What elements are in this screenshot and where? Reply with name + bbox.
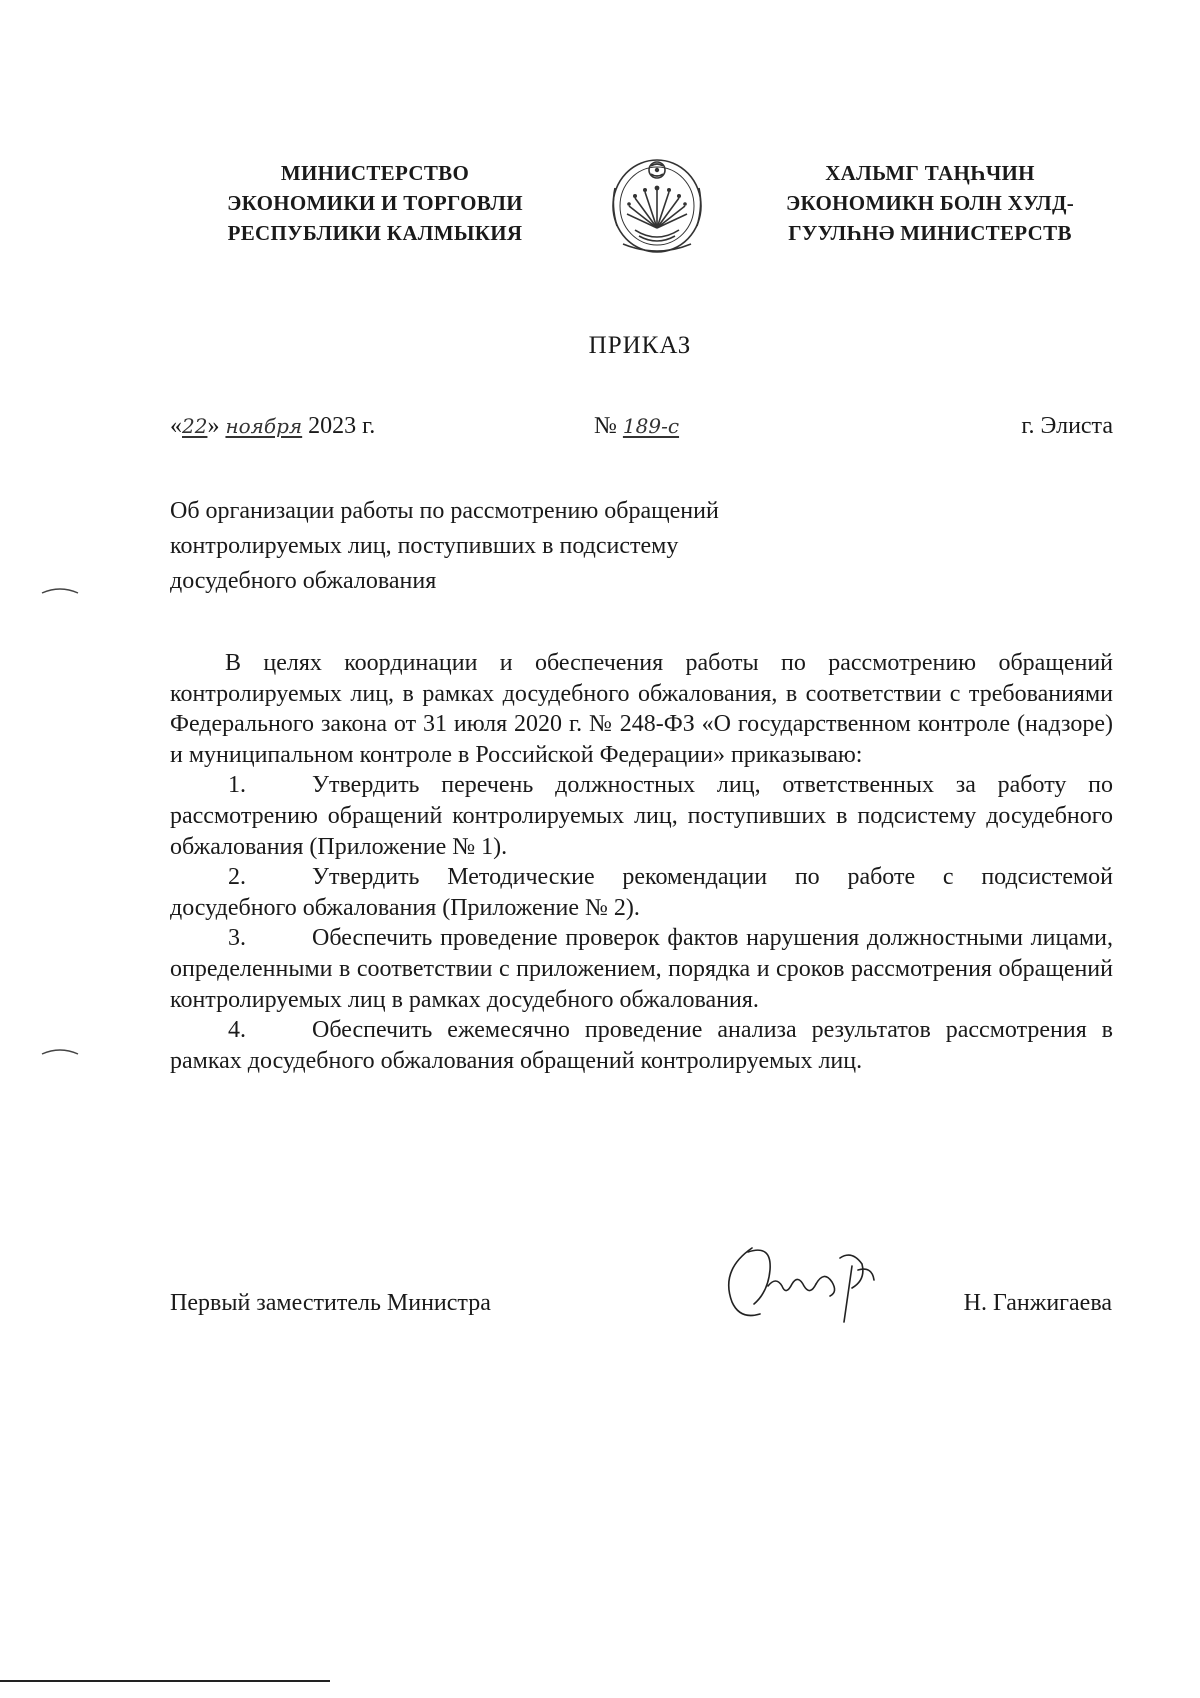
- order-item-text: Утвердить Методические рекомендации по работе с подсистемой досудебного обжалования (Приложение № 2).: [170, 864, 1113, 921]
- number-handwritten: 189-с: [622, 414, 680, 438]
- order-item-text: Обеспечить проведение проверок фактов нарушения должностными лицами, определенными в соответствии с приложением, порядка и сроков рассмотрения обращений контролируемых лиц в рамках досудебного обжалования.: [170, 925, 1113, 1013]
- signatory-role: Первый заместитель Министра: [170, 1290, 491, 1316]
- preamble-paragraph: В целях координации и обеспечения работы по рассмотрению обращений контролируемых лиц, в рамках досудебного обжалования, в соответствии с требованиями Федерального закона от 31 июля 2020 г. № 248-ФЗ «О государственном контроле (надзоре) и муниципальном контроле в Российской Федерации» приказываю:: [170, 650, 1113, 768]
- order-item-number: 3.: [228, 925, 246, 952]
- number-sign: №: [594, 413, 617, 439]
- signatory-name: Н. Ганжигаева: [963, 1290, 1112, 1316]
- margin-mark: [40, 1046, 80, 1056]
- document-number: [594, 413, 679, 440]
- kalmykia-emblem-icon: [593, 148, 721, 258]
- ministry-name-line: ЭКОНОМИКН БОЛН ХУЛД-: [785, 191, 1075, 215]
- date-quote-open: «: [170, 413, 182, 439]
- subject-line: контролируемых лиц, поступивших в подсистему: [170, 533, 679, 559]
- date-year: 2023 г.: [308, 413, 376, 439]
- order-item-number: 1.: [228, 772, 246, 799]
- document-meta-row: [0, 413, 1200, 449]
- ministry-name-line: ГУУЛҺНӘ МИНИСТЕРСТВ: [788, 221, 1072, 245]
- ministry-name-line: МИНИСТЕРСТВО: [280, 161, 470, 185]
- document-place: г. Элиста: [1021, 413, 1113, 439]
- ministry-name-kalmyk: [770, 158, 1090, 248]
- footer-rule: [0, 1680, 330, 1682]
- order-item-text: Обеспечить ежемесячно проведение анализа результатов рассмотрения в рамках досудебного обжалования обращений контролируемых лиц.: [170, 1017, 1113, 1074]
- order-item: [170, 1015, 1113, 1076]
- order-item-number: 4.: [228, 1017, 246, 1044]
- subject-line: досудебного обжалования: [170, 568, 437, 594]
- order-item: [170, 862, 1113, 923]
- document-subject: [170, 494, 870, 599]
- signature-row: [0, 1290, 1200, 1330]
- date-quote-close: »: [207, 413, 220, 439]
- order-item: [170, 923, 1113, 1015]
- margin-mark: [40, 585, 80, 595]
- document-type-title: ПРИКАЗ: [588, 332, 692, 359]
- ministry-name-line: ЭКОНОМИКИ И ТОРГОВЛИ: [227, 191, 523, 215]
- ministry-name-russian: [205, 158, 545, 248]
- date-month-handwritten: ноября: [225, 414, 303, 438]
- subject-line: Об организации работы по рассмотрению обращений: [170, 498, 719, 524]
- ministry-name-line: РЕСПУБЛИКИ КАЛМЫКИЯ: [227, 221, 523, 245]
- date-day-handwritten: 22: [182, 414, 208, 438]
- document-date: [170, 413, 375, 440]
- order-item-number: 2.: [228, 864, 246, 891]
- ministry-name-line: ХАЛЬМГ ТАҢҺЧИН: [825, 161, 1035, 185]
- document-body: [170, 648, 1113, 1076]
- order-item-text: Утвердить перечень должностных лиц, ответственных за работу по рассмотрению обращений контролируемых лиц, поступивших в подсистему досудебного обжалования (Приложение № 1).: [170, 772, 1113, 860]
- order-item: [170, 770, 1113, 862]
